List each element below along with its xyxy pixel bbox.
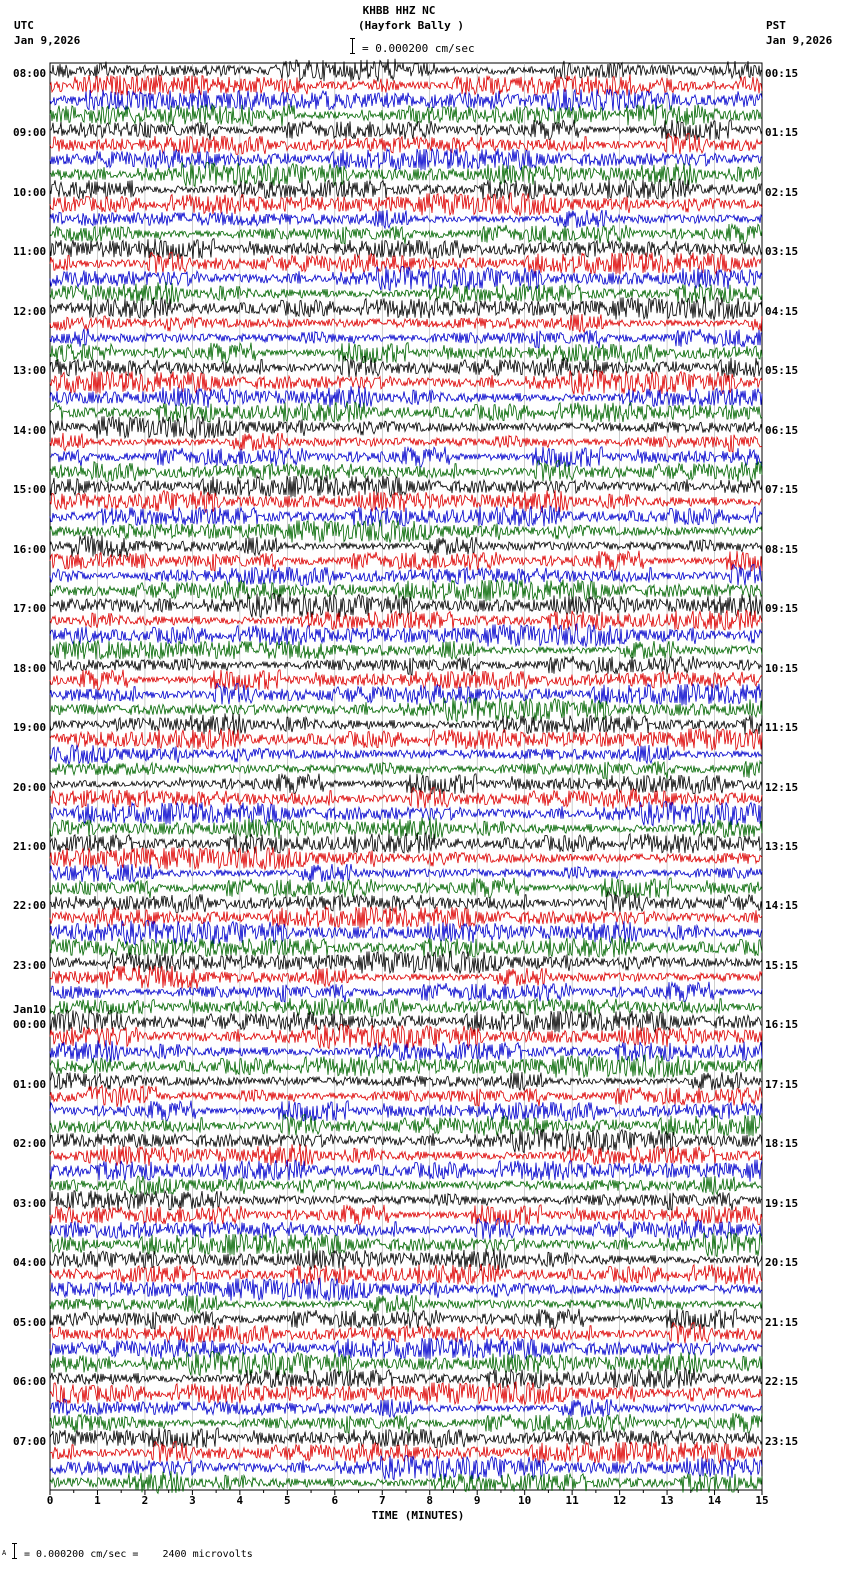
left-hour-label: 09:00 [13,126,47,140]
x-tick-label: 13 [660,1494,674,1507]
right-hour-label: 20:15 [765,1256,799,1270]
left-hour-label: 02:00 [13,1137,47,1151]
trace-row-11 [50,224,762,244]
trace-row-3 [50,104,762,126]
left-hour-label: 00:00 [13,1018,47,1032]
trace-row-91 [50,1413,762,1433]
right-hour-label: 02:15 [765,185,799,199]
trace-row-12 [50,239,762,259]
trace-row-67 [50,1055,762,1078]
trace-row-86 [50,1338,762,1360]
left-date-change-label: Jan10 [13,1003,47,1017]
station-location: (Hayfork Bally ) [358,19,464,32]
x-tick-label: 10 [518,1494,532,1507]
x-axis-label: TIME (MINUTES) [371,1509,465,1522]
trace-row-78 [50,1218,762,1239]
seismic-traces [50,59,762,1494]
trace-row-93 [50,1441,762,1463]
right-hour-label: 07:15 [765,483,799,497]
x-tick-label: 15 [755,1494,769,1507]
trace-row-94 [50,1456,762,1480]
time-axis [47,1490,769,1507]
left-hour-label: 01:00 [13,1077,47,1091]
trace-row-44 [50,713,762,735]
trace-row-56 [50,891,762,912]
trace-row-47 [50,761,762,779]
trace-row-66 [50,1040,762,1062]
scale-bar-icon [352,38,353,54]
trace-row-15 [50,282,762,304]
trace-row-63 [50,998,762,1016]
x-tick-label: 7 [378,1494,386,1507]
left-hour-label: 03:00 [13,1196,47,1210]
trace-row-39 [50,641,762,660]
trace-row-73 [50,1144,762,1166]
trace-row-41 [50,670,762,690]
trace-row-42 [50,683,762,705]
x-tick-label: 9 [473,1494,481,1507]
left-hour-label: 05:00 [13,1315,47,1329]
left-hour-label: 14:00 [13,423,47,437]
trace-row-33 [50,551,762,571]
trace-row-70 [50,1101,762,1121]
left-hour-label: 16:00 [13,542,47,556]
left-hour-label: 17:00 [13,602,47,616]
x-tick-label: 5 [284,1494,291,1507]
trace-row-55 [50,878,762,898]
right-hour-label: 00:15 [765,67,799,80]
trace-row-85 [50,1323,762,1344]
right-hour-label: 09:15 [765,602,799,616]
trace-row-5 [50,133,762,154]
trace-row-90 [50,1399,762,1417]
x-tick-label: 1 [94,1494,101,1507]
footer-marker: A [2,1549,7,1557]
x-tick-label: 4 [236,1494,244,1507]
scale-label: = 0.000200 cm/sec [362,42,475,55]
trace-row-16 [50,297,762,320]
trace-row-50 [50,802,762,826]
trace-row-22 [50,386,762,408]
trace-row-2 [50,89,762,111]
right-hour-label: 05:15 [765,364,799,378]
left-hour-label: 18:00 [13,661,47,675]
trace-row-34 [50,564,762,585]
right-hour-label: 12:15 [765,780,799,794]
trace-row-43 [50,698,762,722]
right-hour-label: 17:15 [765,1077,799,1091]
right-hour-label: 15:15 [765,958,799,972]
left-hour-label: 19:00 [13,721,47,735]
trace-row-17 [50,314,762,332]
trace-row-60 [50,951,762,974]
trace-row-0 [50,59,762,82]
trace-row-45 [50,729,762,751]
right-hour-label: 13:15 [765,839,799,853]
x-tick-label: 6 [331,1494,339,1507]
right-hour-label: 19:15 [765,1196,799,1210]
right-timezone: PST [766,19,786,32]
trace-row-10 [50,210,762,228]
trace-row-40 [50,656,762,675]
trace-row-81 [50,1264,762,1284]
right-hour-label: 10:15 [765,661,799,675]
left-hour-label: 07:00 [13,1434,47,1448]
trace-row-31 [50,520,762,543]
trace-row-23 [50,402,762,423]
trace-row-77 [50,1205,762,1225]
trace-row-89 [50,1382,762,1405]
trace-row-62 [50,982,762,1002]
left-date: Jan 9,2026 [14,34,81,47]
trace-row-72 [50,1129,762,1153]
trace-row-88 [50,1368,762,1389]
x-tick-label: 8 [426,1494,434,1507]
right-hour-label: 21:15 [765,1315,799,1329]
right-hour-label: 18:15 [765,1137,799,1151]
station-title: KHBB HHZ NC [362,4,436,17]
left-hour-label: 10:00 [13,185,47,199]
left-hour-label: 21:00 [13,839,47,853]
trace-row-1 [50,74,762,96]
footer-scale-note: = 0.000200 cm/sec = 2400 microvolts [24,1549,253,1560]
x-tick-label: 11 [565,1494,579,1507]
trace-row-71 [50,1114,762,1136]
trace-row-76 [50,1191,762,1211]
trace-row-30 [50,506,762,526]
trace-row-75 [50,1176,762,1195]
right-hour-label: 06:15 [765,423,799,437]
trace-row-14 [50,266,762,290]
right-hour-label: 01:15 [765,126,799,140]
trace-row-53 [50,847,762,870]
trace-row-83 [50,1295,762,1313]
left-hour-label: 06:00 [13,1375,47,1389]
right-hour-label: 23:15 [765,1434,799,1448]
right-hour-label: 14:15 [765,899,799,913]
trace-row-6 [50,148,762,170]
trace-row-38 [50,624,762,647]
right-hour-label: 04:15 [765,304,799,318]
x-tick-label: 0 [46,1494,54,1507]
trace-row-58 [50,921,762,945]
trace-row-37 [50,610,762,631]
left-hour-label: 12:00 [13,304,47,318]
trace-row-36 [50,593,762,617]
left-hour-label: 04:00 [13,1256,47,1270]
trace-row-84 [50,1309,762,1329]
trace-row-49 [50,787,762,808]
left-timezone: UTC [14,19,34,32]
left-hour-label: 11:00 [13,245,47,259]
left-hour-label: 22:00 [13,899,47,913]
right-hour-label: 11:15 [765,721,799,735]
right-date: Jan 9,2026 [766,34,833,47]
x-tick-label: 12 [612,1494,627,1507]
trace-row-7 [50,162,762,186]
trace-row-25 [50,433,762,452]
trace-row-61 [50,965,762,988]
trace-row-64 [50,1010,762,1032]
right-hour-label: 08:15 [765,542,799,556]
left-hour-label: 13:00 [13,364,47,378]
trace-row-26 [50,447,762,467]
right-hour-label: 16:15 [765,1018,799,1032]
x-tick-label: 3 [189,1494,196,1507]
right-hour-label: 03:15 [765,245,799,259]
left-hour-label: 08:00 [13,67,47,80]
x-tick-label: 2 [141,1494,149,1507]
left-hour-label: 20:00 [13,780,47,794]
trace-row-28 [50,475,762,497]
footer-scale-bar-icon [14,1543,15,1559]
left-hour-label: 15:00 [13,483,47,497]
x-tick-label: 14 [707,1494,722,1507]
left-hour-label: 23:00 [13,958,47,972]
trace-row-87 [50,1352,762,1376]
right-hour-label: 22:15 [765,1375,799,1389]
trace-row-52 [50,833,762,853]
trace-row-80 [50,1248,762,1270]
trace-row-24 [50,416,762,439]
trace-row-21 [50,371,762,395]
trace-row-35 [50,580,762,602]
trace-row-46 [50,745,762,764]
